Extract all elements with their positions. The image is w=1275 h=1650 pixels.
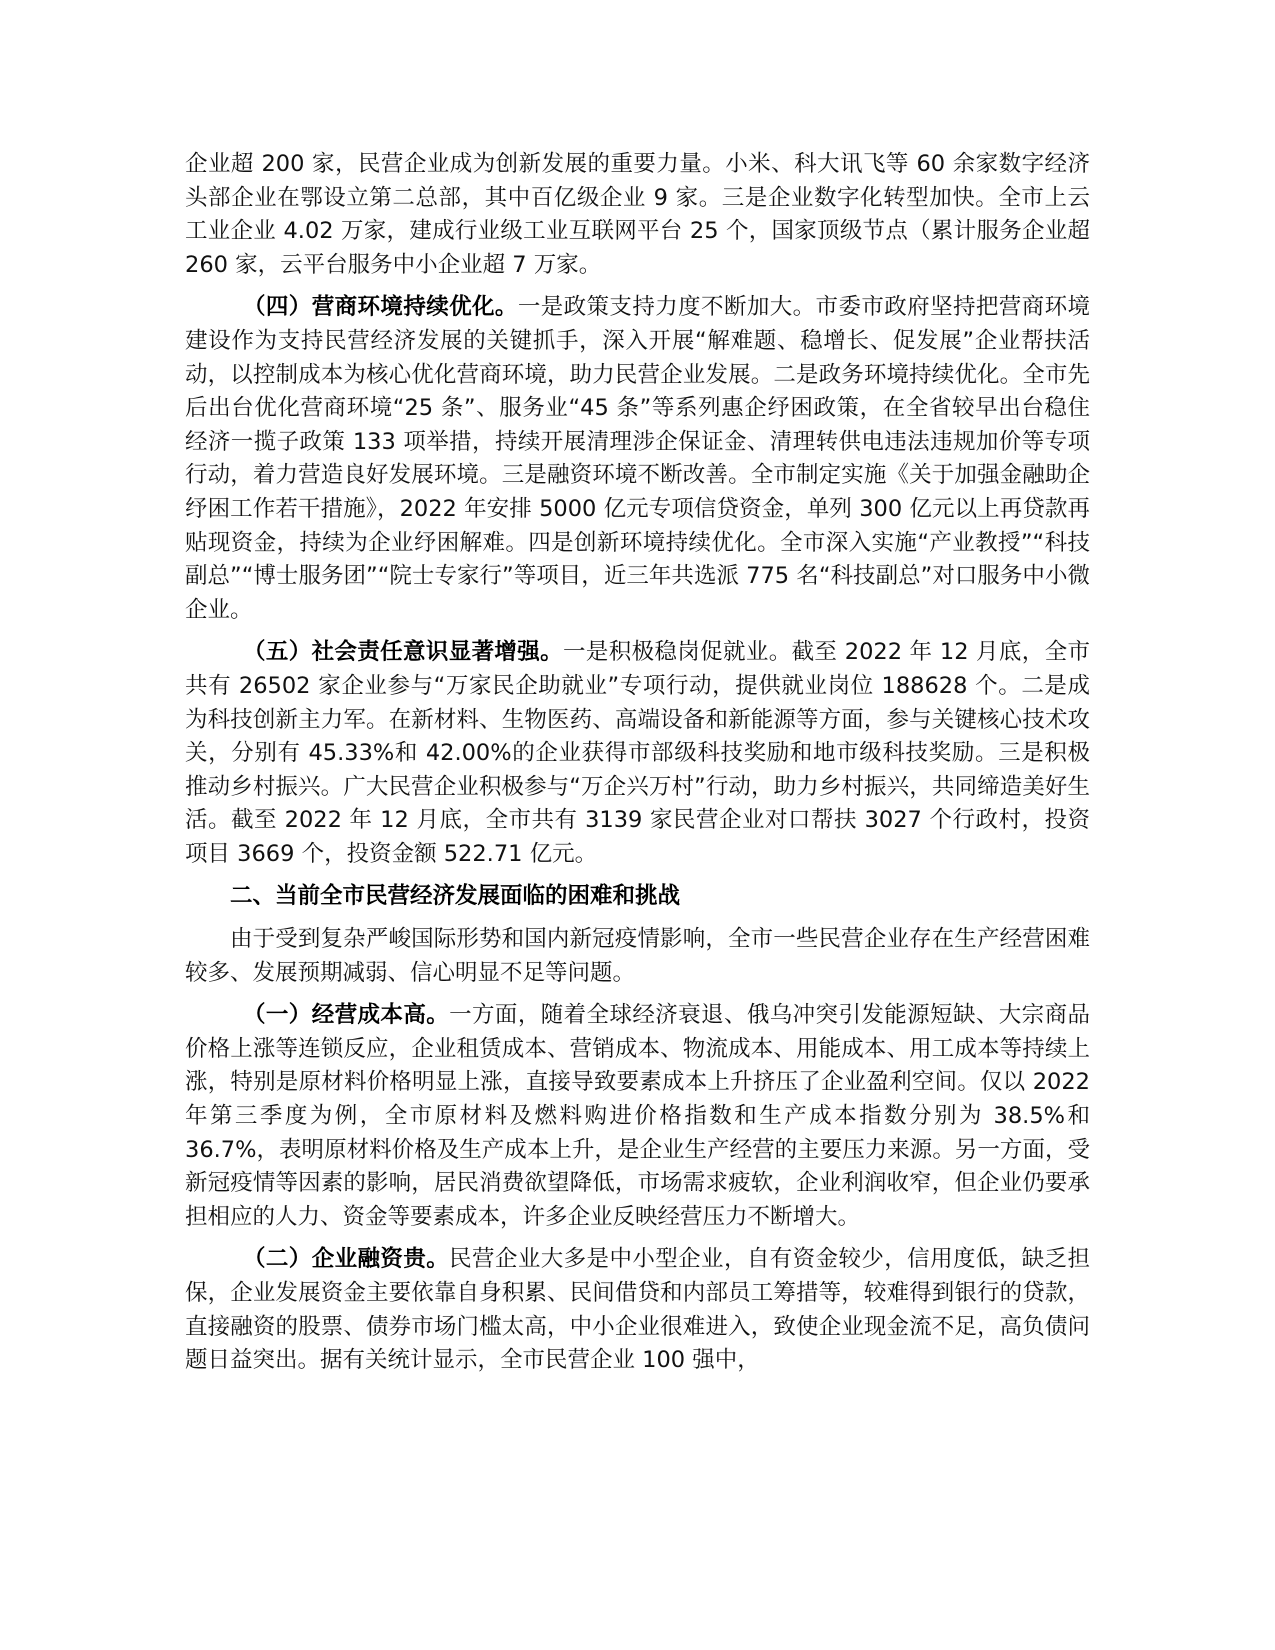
paragraph-text: 一是积极稳岗促就业。截至 2022 年 12 月底，全市共有 26502 家企业参与“万家民企助就业”专项行动，提供就业岗位 188628 个。二是成为科技创新主力军。在新材料、生物医药、高端设备和新能源等方面，参与关键核心技术攻关，分别有 45.33%和 42.00%的企业获得市部级科技奖励和地市级科技奖励。三是积极推动乡村振兴。广大民营企业积极参与“万企兴万村”行动，助力乡村振兴，共同缔造美好生活。截至 2022 年 12 月底，全市共有 3139 家民营企业对口帮扶 3027 个行政村，投资项目 3669 个，投资金额 522.71 亿元。 <box>185 639 1090 867</box>
paragraph-lead-heading: （四）营商环境持续优化。 <box>243 294 518 321</box>
document-body <box>185 148 1090 1387</box>
paragraph-business-environment <box>185 291 1090 627</box>
paragraph-text: 一方面，随着全球经济衰退、俄乌冲突引发能源短缺、大宗商品价格上涨等连锁反应，企业租赁成本、营销成本、物流成本、用能成本、用工成本等持续上涨，特别是原材料价格明显上涨，直接导致要素成本上升挤压了企业盈利空间。仅以 2022 年第三季度为例，全市原材料及燃料购进价格指数和生产成本指数分别为 38.5%和 36.7%，表明原材料价格及生产成本上升，是企业生产经营的主要压力来源。另一方面，受新冠疫情等因素的影响，居民消费欲望降低，市场需求疲软，企业利润收窄，但企业仍要承担相应的人力、资金等要素成本，许多企业反映经营压力不断增大。 <box>185 1002 1090 1230</box>
paragraph-digital-economy <box>185 148 1090 282</box>
paragraph-intro <box>185 923 1090 990</box>
paragraph-financing <box>185 1243 1090 1377</box>
paragraph-social-responsibility <box>185 636 1090 871</box>
paragraph-lead-heading: （一）经营成本高。 <box>243 1002 450 1029</box>
paragraph-lead-heading: （五）社会责任意识显著增强。 <box>243 639 563 666</box>
section-heading: 二、当前全市民营经济发展面临的困难和挑战 <box>230 883 681 910</box>
paragraph-text: 一是政策支持力度不断加大。市委市政府坚持把营商环境建设作为支持民营经济发展的关键抓手，深入开展“解难题、稳增长、促发展”企业帮扶活动，以控制成本为核心优化营商环境，助力民营企业发展。二是政务环境持续优化。全市先后出台优化营商环境“25 条”、服务业“45 条”等系列惠企纾困政策，在全省较早出台稳住经济一揽子政策 133 项举措，持续开展清理涉企保证金、清理转供电违法违规加价等专项行动，着力营造良好发展环境。三是融资环境不断改善。全市制定实施《关于加强金融助企纾困工作若干措施》，2022 年安排 5000 亿元专项信贷资金，单列 300 亿元以上再贷款再贴现资金，持续为企业纾困解难。四是创新环境持续优化。全市深入实施“产业教授”“科技副总”“博士服务团”“院士专家行”等项目，近三年共选派 775 名“科技副总”对口服务中小微企业。 <box>185 294 1090 623</box>
paragraph-text: 由于受到复杂严峻国际形势和国内新冠疫情影响，全市一些民营企业存在生产经营困难较多、发展预期减弱、信心明显不足等问题。 <box>185 926 1090 986</box>
paragraph-operating-costs <box>185 999 1090 1234</box>
paragraph-text: 民营企业大多是中小型企业，自有资金较少，信用度低，缺乏担保，企业发展资金主要依靠自身积累、民间借贷和内部员工筹措等，较难得到银行的贷款，直接融资的股票、债券市场门槛太高，中小企业很难进入，致使企业现金流不足，高负债问题日益突出。据有关统计显示，全市民营企业 100 强中， <box>185 1246 1090 1374</box>
paragraph-text: 企业超 200 家，民营企业成为创新发展的重要力量。小米、科大讯飞等 60 余家数字经济头部企业在鄂设立第二总部，其中百亿级企业 9 家。三是企业数字化转型加快。全市上云工业企业 4.02 万家，建成行业级工业互联网平台 25 个，国家顶级节点（累计服务企业超 260 家，云平台服务中小企业超 7 万家。 <box>185 151 1090 278</box>
paragraph-lead-heading: （二）企业融资贵。 <box>243 1246 450 1273</box>
